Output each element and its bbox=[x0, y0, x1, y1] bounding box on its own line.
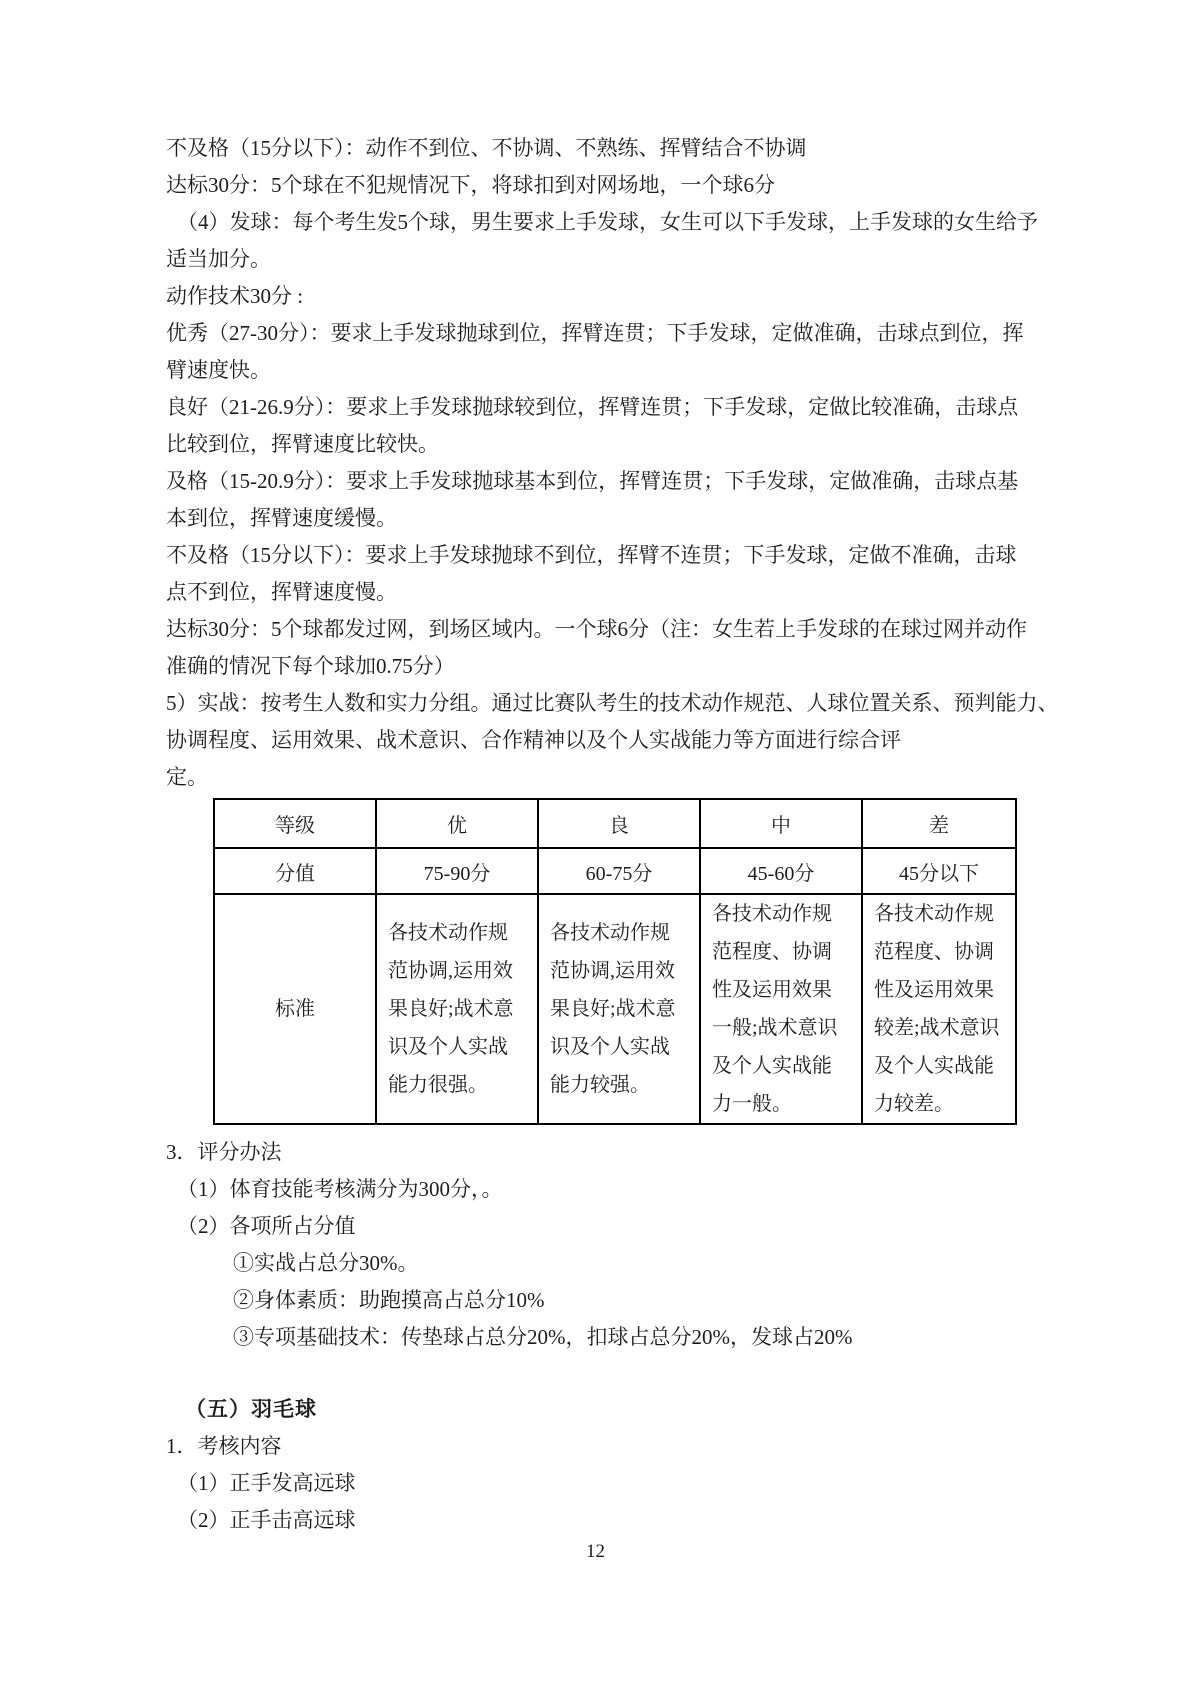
paragraphs-before-table bbox=[0, 130, 1191, 796]
text-line: 达标30分：5个球在不犯规情况下，将球扣到对网场地，一个球6分 bbox=[166, 173, 775, 197]
text-line: 优秀（27-30分）：要求上手发球抛球到位，挥臂连贯；下手发球，定做准确，击球点到位，挥 bbox=[166, 321, 1024, 345]
text-line: 达标30分：5个球都发过网，到场区域内。一个球6分（注：女生若上手发球的在球过网并动作 bbox=[166, 617, 1027, 641]
table-cell-grade-medium: 中 bbox=[700, 799, 862, 848]
table-cell-standard-good: 各技术动作规范协调,运用效果良好;战术意识及个人实战能力较强。 bbox=[538, 894, 700, 1124]
table-cell-standard-poor: 各技术动作规范程度、协调性及运用效果较差;战术意识及个人实战能力较差。 bbox=[862, 894, 1016, 1124]
table-cell-grade-label: 等级 bbox=[214, 799, 376, 848]
text-line: 及格（15-20.9分）：要求上手发球抛球基本到位，挥臂连贯；下手发球，定做准确，击球点基 bbox=[166, 469, 1019, 493]
text-line: 不及格（15分以下）：动作不到位、不协调、不熟练、挥臂结合不协调 bbox=[166, 136, 807, 160]
text-line: 本到位，挥臂速度缓慢。 bbox=[166, 506, 397, 530]
text-line: 准确的情况下每个球加0.75分） bbox=[166, 654, 455, 678]
text-line: 5）实战：按考生人数和实力分组。通过比赛队考生的技术动作规范、人球位置关系、预判能力、 bbox=[166, 691, 1059, 715]
table-row-standard bbox=[214, 894, 1016, 1124]
text-line: 定。 bbox=[166, 765, 208, 789]
table-cell-score-medium: 45-60分 bbox=[700, 848, 862, 894]
text-line: （2）正手击高远球 bbox=[177, 1508, 356, 1532]
table-cell-grade-poor: 差 bbox=[862, 799, 1016, 848]
text-line: （4）发球：每个考生发5个球，男生要求上手发球，女生可以下手发球，上手发球的女生给予 bbox=[177, 210, 1038, 234]
table-cell-score-good: 60-75分 bbox=[538, 848, 700, 894]
text-line: 良好（21-26.9分）：要求上手发球抛球较到位，挥臂连贯；下手发球，定做比较准确，击球点 bbox=[166, 395, 1019, 419]
text-line: 不及格（15分以下）：要求上手发球抛球不到位，挥臂不连贯；下手发球，定做不准确，击球 bbox=[166, 543, 1017, 567]
text-line: （1）体育技能考核满分为300分，。 bbox=[177, 1177, 503, 1201]
page-number: 12 bbox=[586, 1541, 605, 1562]
table-cell-score-excellent: 75-90分 bbox=[376, 848, 538, 894]
paragraphs-after-table bbox=[0, 1134, 1191, 1539]
table-cell-grade-good: 良 bbox=[538, 799, 700, 848]
text-line: 3．评分办法 bbox=[166, 1140, 282, 1164]
table-cell-standard-label: 标准 bbox=[214, 894, 376, 1124]
text-line: （1）正手发高远球 bbox=[177, 1471, 356, 1495]
text-line: 动作技术30分 : bbox=[166, 284, 304, 308]
page-content bbox=[0, 130, 1191, 1539]
table-cell-standard-medium: 各技术动作规范程度、协调性及运用效果一般;战术意识及个人实战能力一般。 bbox=[700, 894, 862, 1124]
grading-table bbox=[213, 798, 1017, 1125]
text-line: ①实战占总分30%。 bbox=[233, 1251, 419, 1275]
table-cell-standard-excellent: 各技术动作规范协调,运用效果良好;战术意识及个人实战能力很强。 bbox=[376, 894, 538, 1124]
text-line: ②身体素质：助跑摸高占总分10% bbox=[233, 1288, 545, 1312]
table-row-score bbox=[214, 848, 1016, 894]
table-row-grade bbox=[214, 799, 1016, 848]
table-cell-score-label: 分值 bbox=[214, 848, 376, 894]
text-line: 点不到位，挥臂速度慢。 bbox=[166, 580, 397, 604]
text-line: （2）各项所占分值 bbox=[177, 1214, 356, 1238]
table-cell-grade-excellent: 优 bbox=[376, 799, 538, 848]
text-line: 臂速度快。 bbox=[166, 358, 271, 382]
table-cell-score-poor: 45分以下 bbox=[862, 848, 1016, 894]
text-line: 1．考核内容 bbox=[166, 1434, 282, 1458]
text-line: （五）羽毛球 bbox=[185, 1397, 317, 1421]
text-line: 适当加分。 bbox=[166, 247, 271, 271]
text-line: 比较到位，挥臂速度比较快。 bbox=[166, 432, 439, 456]
text-line: 协调程度、运用效果、战术意识、合作精神以及个人实战能力等方面进行综合评 bbox=[166, 728, 901, 752]
text-line: ③专项基础技术：传垫球占总分20%，扣球占总分20%，发球占20% bbox=[233, 1325, 853, 1349]
